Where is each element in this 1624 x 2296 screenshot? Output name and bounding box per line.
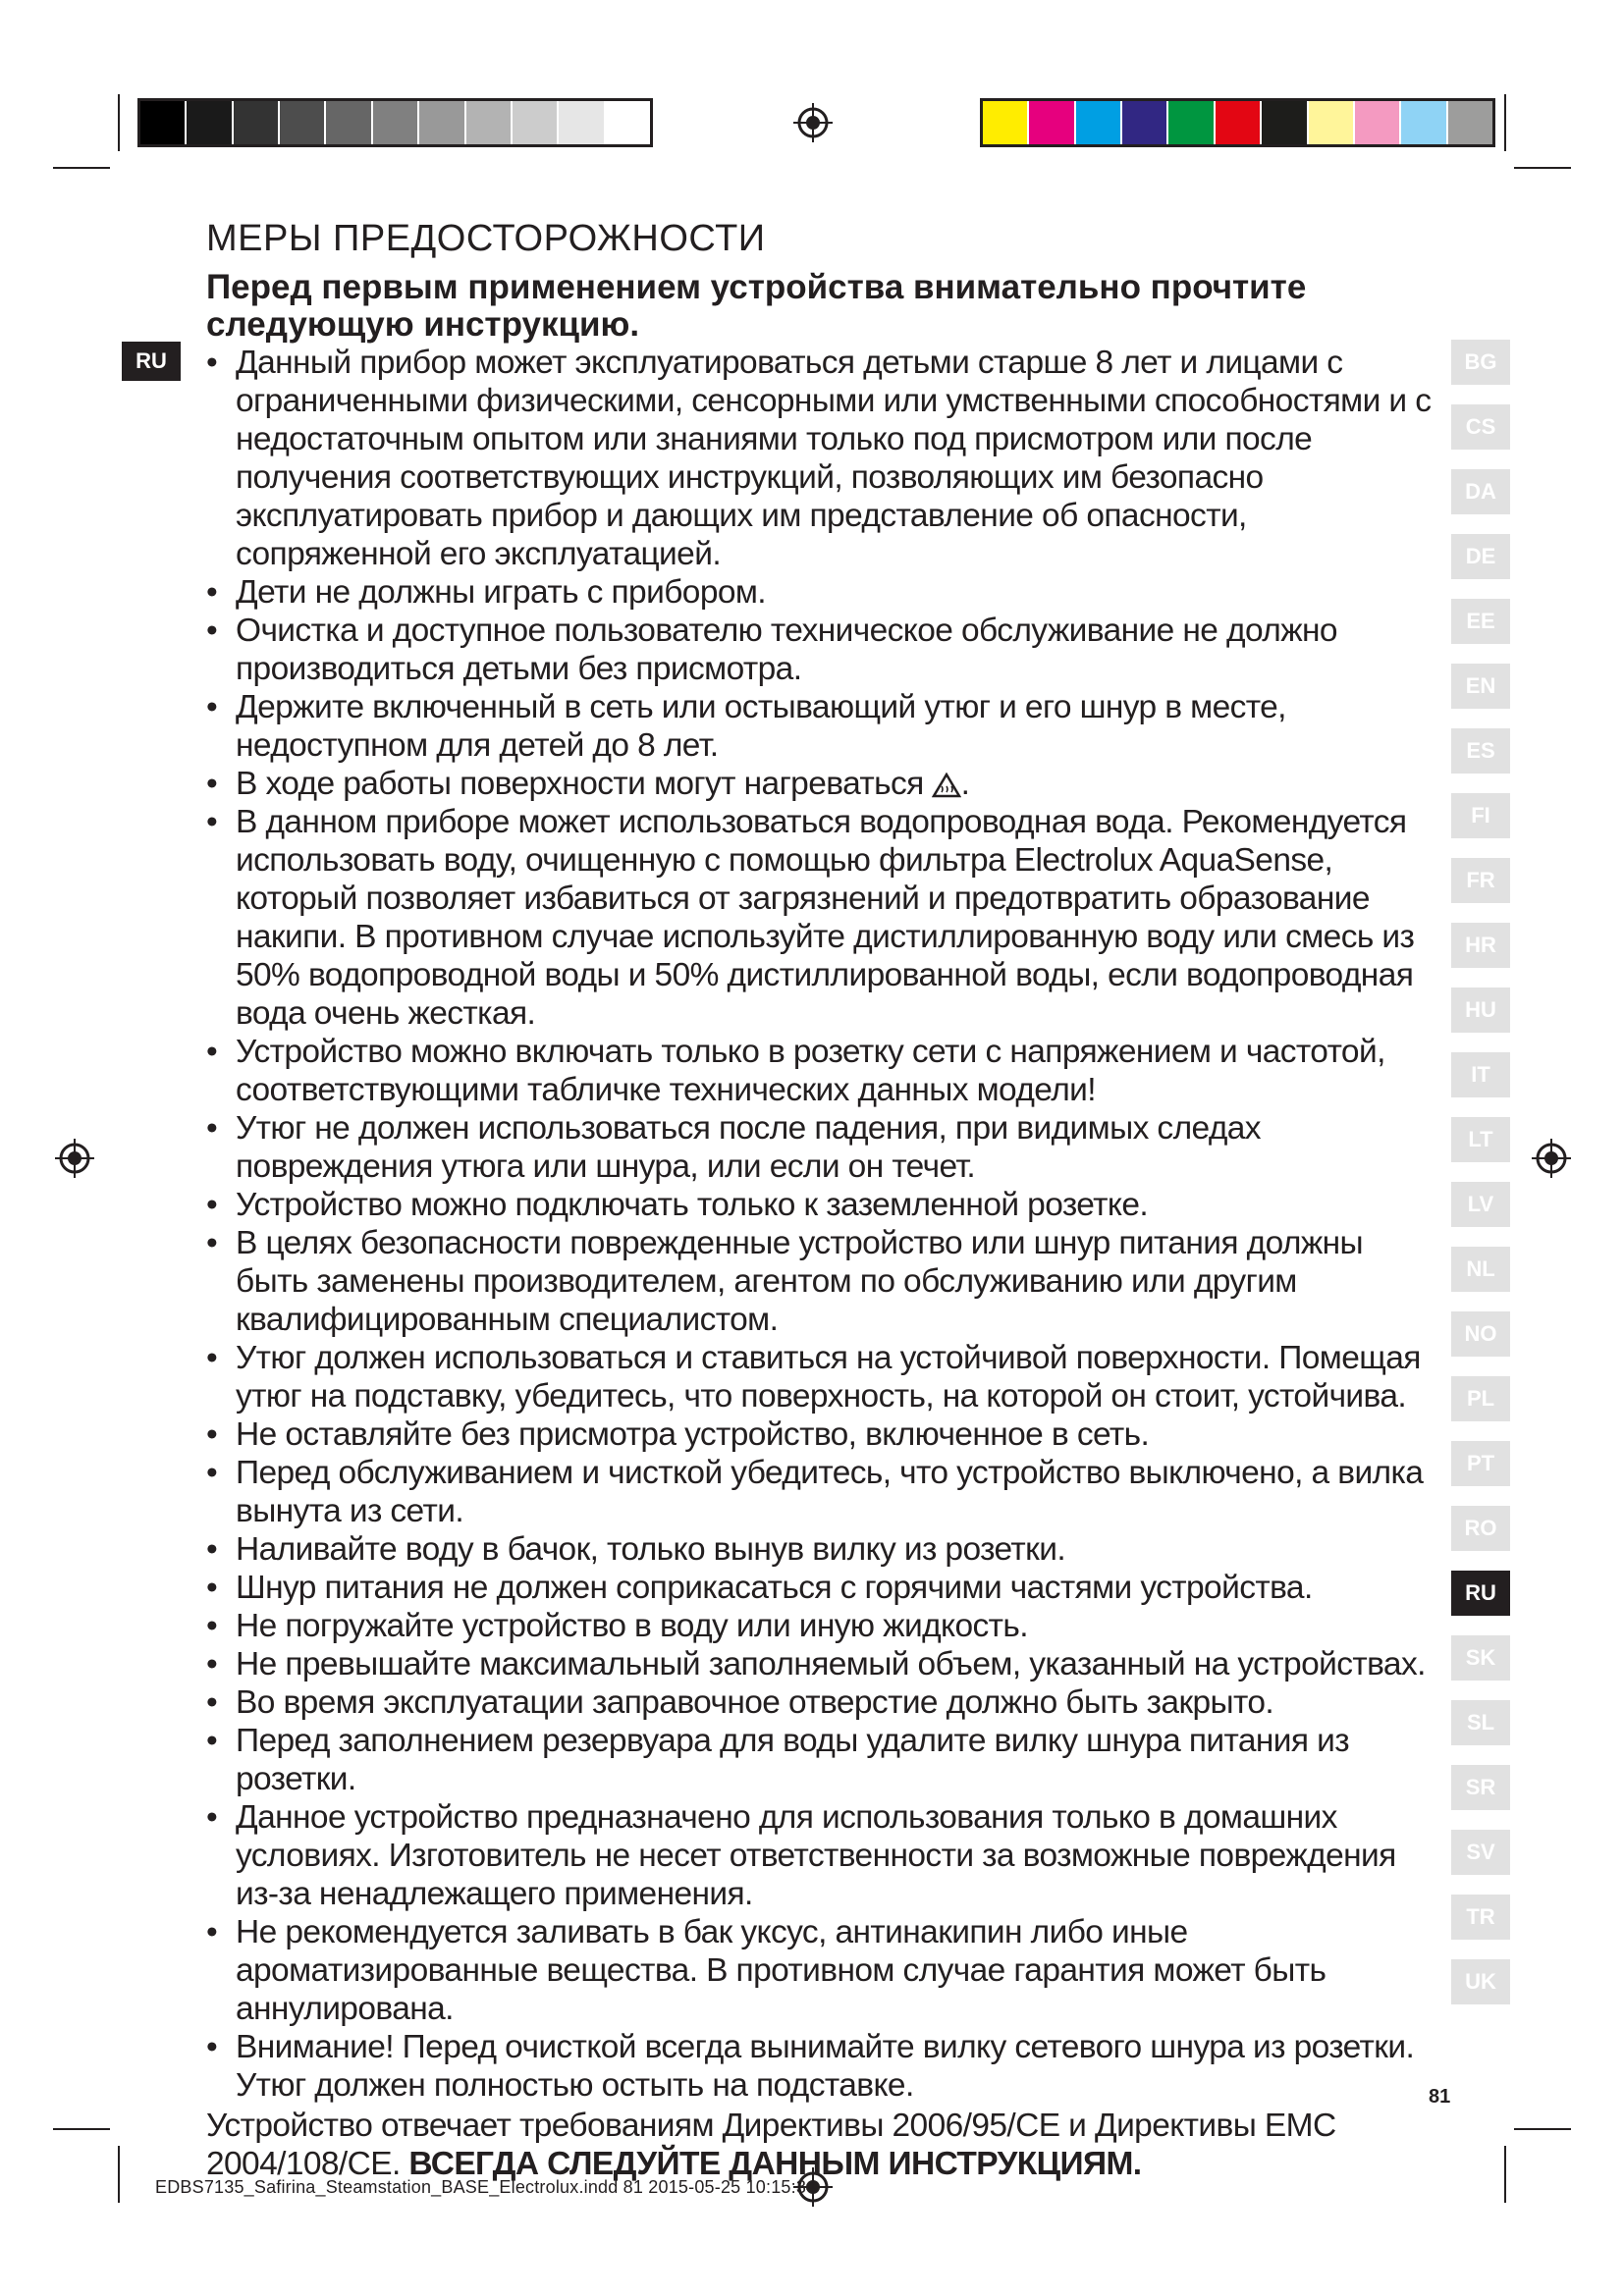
color-swatch	[1448, 101, 1492, 144]
list-item: • Во время эксплуатации заправочное отверстие должно быть закрыто.	[206, 1683, 1438, 1722]
registration-mark-icon	[53, 1137, 96, 1180]
list-item: • В целях безопасности поврежденные устройство или шнур питания должны быть заменены производителем, агентом по обслуживанию или другим квалифицированным специалистом.	[206, 1224, 1438, 1339]
list-item: • Очистка и доступное пользователю техническое обслуживание не должно производиться детьми без присмотра.	[206, 612, 1438, 688]
list-item	[206, 765, 1438, 803]
list-item: • Держите включенный в сеть или остывающий утюг и его шнур в месте, недоступном для детей до 8 лет.	[206, 688, 1438, 765]
language-tabs	[1451, 340, 1510, 2024]
gray-swatch	[419, 101, 465, 144]
color-swatch	[1076, 101, 1122, 144]
list-item: • Утюг должен использоваться и ставиться на устойчивой поверхности. Помещая утюг на подставку, убедитесь, что поверхность, на которой он стоит, устойчива.	[206, 1339, 1438, 1415]
color-swatch-bar	[980, 98, 1495, 147]
list-item: • Не превышайте максимальный заполняемый объем, указанный на устройствах.	[206, 1645, 1438, 1683]
gray-swatch	[559, 101, 605, 144]
language-tab-pl: PL	[1451, 1376, 1510, 1421]
color-swatch	[1262, 101, 1308, 144]
language-tab-sk: SK	[1451, 1635, 1510, 1681]
language-tab-hu: HU	[1451, 988, 1510, 1033]
gray-swatch	[280, 101, 326, 144]
language-tab-lt: LT	[1451, 1117, 1510, 1162]
language-tab-fi: FI	[1451, 793, 1510, 838]
crop-mark	[118, 94, 120, 151]
list-item-text: В ходе работы поверхности могут нагреваться	[236, 766, 924, 802]
list-item: • Устройство можно подключать только к заземленной розетке.	[206, 1186, 1438, 1224]
language-tab-sv: SV	[1451, 1830, 1510, 1875]
crop-mark	[53, 2128, 110, 2130]
compliance-text: Устройство отвечает требованиям Директивы 2006/95/CE и Директивы EMC 2004/108/CE.	[206, 2108, 1336, 2182]
list-item: • Не рекомендуется заливать в бак уксус, антинакипин либо иные ароматизированные вещества. В противном случае гарантия может быть аннулирована.	[206, 1913, 1438, 2028]
crop-mark	[1504, 2146, 1506, 2203]
list-item-suffix: .	[960, 766, 970, 802]
gray-swatch	[140, 101, 187, 144]
language-tab-pt: PT	[1451, 1441, 1510, 1486]
language-tab-sr: SR	[1451, 1765, 1510, 1810]
color-swatch	[983, 101, 1029, 144]
language-tab-uk: UK	[1451, 1959, 1510, 2004]
list-item: • Не оставляйте без присмотра устройство, включенное в сеть.	[206, 1415, 1438, 1454]
language-tab-tr: TR	[1451, 1895, 1510, 1940]
crop-mark	[1514, 167, 1571, 169]
language-tab-ee: EE	[1451, 599, 1510, 644]
page-subtitle: Перед первым применением устройства внимательно прочтите следующую инструкцию.	[206, 268, 1307, 344]
list-item: • Дети не должны играть с прибором.	[206, 573, 1438, 612]
color-swatch	[1309, 101, 1355, 144]
language-tab-de: DE	[1451, 534, 1510, 579]
crop-mark	[1504, 94, 1506, 151]
color-swatch	[1216, 101, 1262, 144]
language-tab-it: IT	[1451, 1052, 1510, 1097]
color-swatch	[1168, 101, 1215, 144]
page-title: МЕРЫ ПРЕДОСТОРОЖНОСТИ	[206, 218, 766, 259]
registration-mark-icon	[1530, 1137, 1573, 1180]
list-item: • Перед заполнением резервуара для воды удалите вилку шнура питания из розетки.	[206, 1722, 1438, 1798]
language-tab-cs: CS	[1451, 404, 1510, 450]
gray-swatch	[187, 101, 233, 144]
language-tab-es: ES	[1451, 728, 1510, 774]
list-item: • Устройство можно включать только в розетку сети с напряжением и частотой, соответствующими табличке технических данных модели!	[206, 1033, 1438, 1109]
list-item: • Утюг не должен использоваться после падения, при видимых следах повреждения утюга или шнура, или если он течет.	[206, 1109, 1438, 1186]
instruction-list	[206, 344, 1438, 2105]
compliance-emphasis: ВСЕГДА СЛЕДУЙТЕ ДАННЫМ ИНСТРУКЦИЯМ.	[408, 2146, 1142, 2182]
language-tab-sl: SL	[1451, 1700, 1510, 1745]
gray-swatch	[373, 101, 419, 144]
language-tab-hr: HR	[1451, 923, 1510, 968]
crop-mark	[118, 2146, 120, 2203]
language-tab-fr: FR	[1451, 858, 1510, 903]
hot-surface-warning-icon	[932, 773, 961, 798]
crop-mark	[1514, 2128, 1571, 2130]
language-tab-da: DA	[1451, 469, 1510, 514]
safety-instructions	[206, 344, 1438, 2183]
language-tab-ru: RU	[1451, 1571, 1510, 1616]
language-marker: RU	[122, 342, 181, 381]
color-swatch	[1029, 101, 1075, 144]
gray-swatch	[466, 101, 513, 144]
print-slug: EDBS7135_Safirina_Steamstation_BASE_Electrolux.indd 81 2015-05-25 10:15:34	[155, 2177, 817, 2197]
gray-swatch	[606, 101, 650, 144]
language-tab-nl: NL	[1451, 1247, 1510, 1292]
gray-swatch	[234, 101, 280, 144]
list-item: • Не погружайте устройство в воду или иную жидкость.	[206, 1607, 1438, 1645]
language-tab-bg: BG	[1451, 340, 1510, 385]
gray-swatch	[513, 101, 559, 144]
gray-swatch	[326, 101, 372, 144]
grayscale-bar	[137, 98, 653, 147]
list-item: • Перед обслуживанием и чисткой убедитесь, что устройство выключено, а вилка вынута из сети.	[206, 1454, 1438, 1530]
compliance-statement	[206, 2107, 1438, 2183]
color-swatch	[1122, 101, 1168, 144]
list-item: • В данном приборе может использоваться водопроводная вода. Рекомендуется использовать воду, очищенную с помощью фильтра Electrolux AquaSense, который позволяет избавиться от загрязнений и предотвратить образование накипи. В противном случае используйте дистиллированную воду или смесь из 50% водопроводной воды и 50% дистиллированной воды, если водопроводная вода очень жесткая.	[206, 803, 1438, 1033]
language-tab-ro: RO	[1451, 1506, 1510, 1551]
color-swatch	[1401, 101, 1447, 144]
language-tab-en: EN	[1451, 664, 1510, 709]
list-item: • Шнур питания не должен соприкасаться с горячими частями устройства.	[206, 1569, 1438, 1607]
crop-mark	[53, 167, 110, 169]
list-item: • Наливайте воду в бачок, только вынув вилку из розетки.	[206, 1530, 1438, 1569]
language-tab-no: NO	[1451, 1311, 1510, 1357]
list-item: • Данный прибор может эксплуатироваться детьми старше 8 лет и лицами с ограниченными физическими, сенсорными или умственными способностями и с недостаточным опытом или знаниями только под присмотром или после получения соответствующих инструкций, позволяющих им безопасно эксплуатировать прибор и дающих им представление об опасности, сопряженной его эксплуатацией.	[206, 344, 1438, 573]
color-swatch	[1355, 101, 1401, 144]
page-number: 81	[1429, 2086, 1451, 2108]
list-item: • Внимание! Перед очисткой всегда вынимайте вилку сетевого шнура из розетки. Утюг должен полностью остыть на подставке.	[206, 2028, 1438, 2105]
registration-mark-icon	[791, 101, 835, 144]
list-item: • Данное устройство предназначено для использования только в домашних условиях. Изготовитель не несет ответственности за возможные повреждения из-за ненадлежащего применения.	[206, 1798, 1438, 1913]
language-tab-lv: LV	[1451, 1182, 1510, 1227]
